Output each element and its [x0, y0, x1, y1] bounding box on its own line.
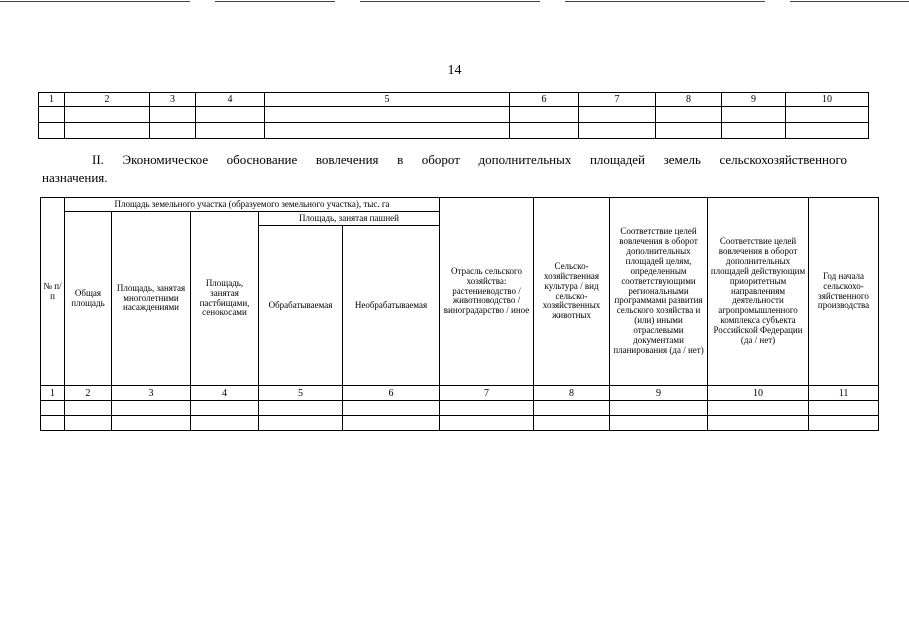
table-cell [656, 107, 722, 123]
header-crop: Сельско-хозяйственная культура / вид сельско-хозяйственных животных [534, 198, 610, 386]
column-number: 6 [343, 386, 440, 401]
table-cell [786, 123, 869, 139]
table-cell [39, 107, 65, 123]
column-number: 8 [534, 386, 610, 401]
scan-top-edge [0, 0, 909, 4]
column-number: 9 [722, 93, 786, 107]
column-number: 5 [265, 93, 510, 107]
table-cell [65, 401, 112, 416]
column-number: 5 [259, 386, 343, 401]
column-number: 4 [196, 93, 265, 107]
table-cell [191, 401, 259, 416]
table-row [41, 416, 879, 431]
table-cell [579, 107, 656, 123]
table-cell [150, 123, 196, 139]
table-cell [41, 416, 65, 431]
column-number: 10 [786, 93, 869, 107]
header-branch: Отрасль сельского хозяйства: растениеводство / животноводство / виноградарство / иное [440, 198, 534, 386]
column-number: 3 [112, 386, 191, 401]
table-cell [65, 107, 150, 123]
header-cultivated: Обрабатываемая [259, 226, 343, 386]
table-cell [610, 416, 708, 431]
table-cell [41, 401, 65, 416]
table-cell [343, 401, 440, 416]
table-cell [259, 401, 343, 416]
header-start-year: Год начала сельскохо-зяйственного производства [809, 198, 879, 386]
table-row [39, 123, 869, 139]
header-regional-programs: Соответствие целей вовлечения в оборот дополнительных площадей целям, определенным соответствующими региональными программами развития сельского хозяйства и (или) иными отраслевыми документами планирования (да / нет) [610, 198, 708, 386]
table-cell [534, 401, 610, 416]
column-number: 3 [150, 93, 196, 107]
header-row [41, 198, 879, 212]
table-row [39, 107, 869, 123]
column-number: 7 [579, 93, 656, 107]
table-cell [343, 416, 440, 431]
table-cell [196, 107, 265, 123]
table-cell [440, 401, 534, 416]
header-total-area: Общая площадь [65, 212, 112, 386]
table-row [39, 93, 869, 107]
table-cell [39, 123, 65, 139]
section-heading-line: назначения. [42, 170, 108, 185]
section-heading [42, 151, 847, 187]
column-number: 2 [65, 386, 112, 401]
table-cell [265, 123, 510, 139]
table-row [41, 386, 879, 401]
header-uncultivated: Необрабатываемая [343, 226, 440, 386]
table-cell [259, 416, 343, 431]
table-cell [191, 416, 259, 431]
column-number: 8 [656, 93, 722, 107]
column-number: 2 [65, 93, 150, 107]
table-cell [610, 401, 708, 416]
table-cell [708, 416, 809, 431]
column-number: 1 [39, 93, 65, 107]
table-cell [65, 416, 112, 431]
justification-table [40, 197, 879, 431]
table-cell [786, 107, 869, 123]
column-number: 6 [510, 93, 579, 107]
table-cell [112, 401, 191, 416]
column-number: 1 [41, 386, 65, 401]
table-cell [150, 107, 196, 123]
table-cell [65, 123, 150, 139]
table-cell [112, 416, 191, 431]
column-number: 10 [708, 386, 809, 401]
section-heading-line: II. Экономическое обоснование вовлечения в оборот дополнительных площадей земель сельскохозяйственного [92, 152, 847, 167]
column-number: 4 [191, 386, 259, 401]
column-number: 7 [440, 386, 534, 401]
table-cell [809, 401, 879, 416]
table-cell [196, 123, 265, 139]
header-pastures: Площадь, занятая пастбищами, сенокосами [191, 212, 259, 386]
table-cell [510, 107, 579, 123]
continuation-table [38, 92, 869, 139]
header-arable-group: Площадь, занятая пашней [259, 212, 440, 226]
table-cell [510, 123, 579, 139]
table-cell [534, 416, 610, 431]
table-cell [579, 123, 656, 139]
table-cell [265, 107, 510, 123]
column-number: 9 [610, 386, 708, 401]
table-cell [722, 123, 786, 139]
table-cell [809, 416, 879, 431]
column-number: 11 [809, 386, 879, 401]
page-number: 14 [447, 63, 462, 78]
table-cell [656, 123, 722, 139]
table-cell [708, 401, 809, 416]
header-num: № п/п [41, 198, 65, 386]
header-perennial: Площадь, занятая многолетними насаждениями [112, 212, 191, 386]
header-area-group: Площадь земельного участка (образуемого земельного участка), тыс. га [65, 198, 440, 212]
table-row [41, 401, 879, 416]
table-cell [440, 416, 534, 431]
table-cell [722, 107, 786, 123]
header-agro-priorities: Соответствие целей вовлечения в оборот дополнительных площадей действующим приоритетным направлениям деятельности агропромышленного комплекса субъекта Российской Федерации (да / нет) [708, 198, 809, 386]
